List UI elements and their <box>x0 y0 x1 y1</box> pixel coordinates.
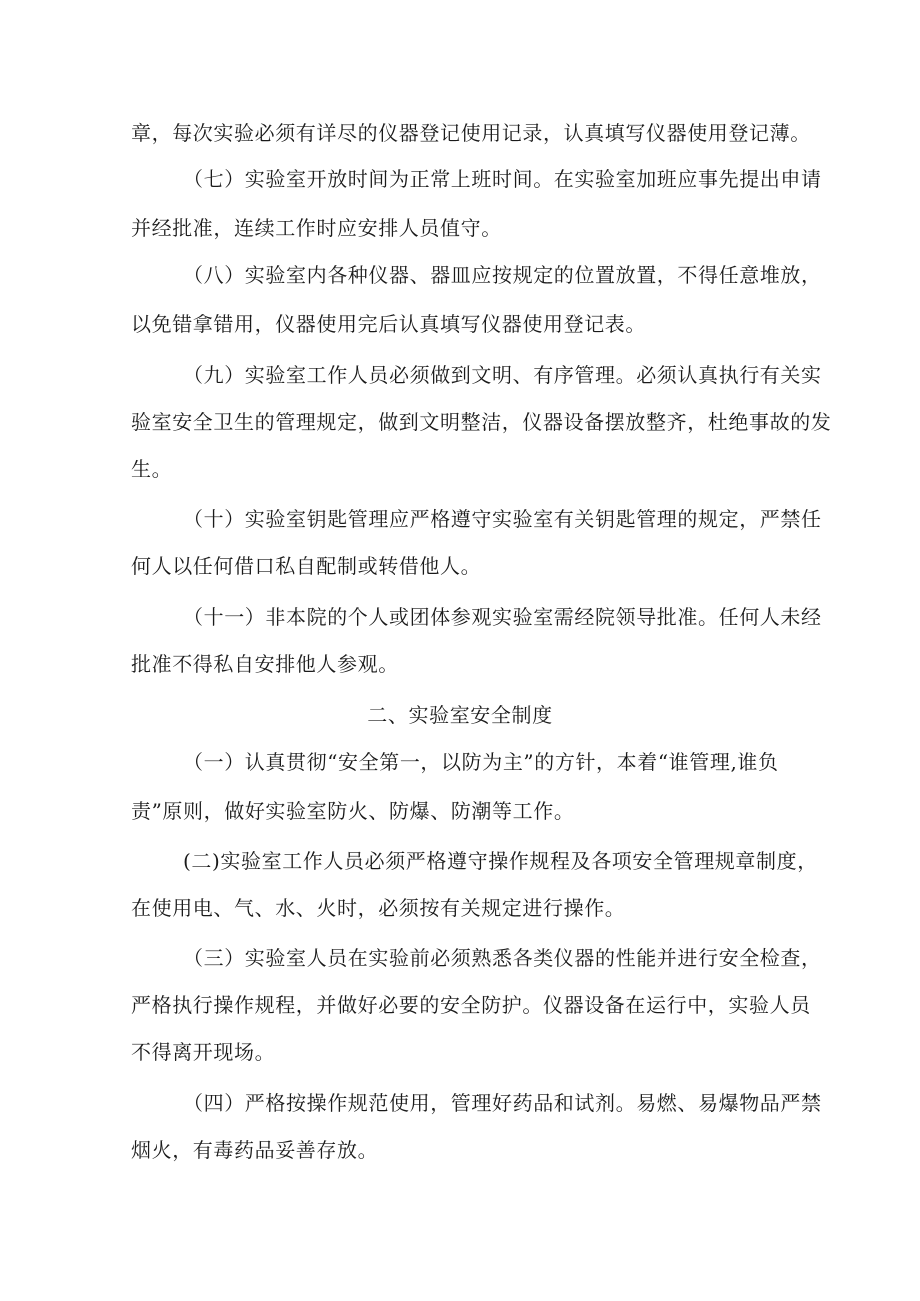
safety-paragraph-3-line-3: 不得离开现场。 <box>131 1040 276 1064</box>
paragraph-9-line-1: （九）实验室工作人员必须做到文明、有序管理。必须认真执行有关实 <box>183 363 822 387</box>
paragraph-7-line-1: （七）实验室开放时间为正常上班时间。在实验室加班应事先提出申请 <box>183 167 822 191</box>
safety-paragraph-1-line-1: （一）认真贯彻“安全第一，以防为主”的方针，本着“谁管理,谁负 <box>183 750 779 774</box>
text-line: 章，每次实验必须有详尽的仪器登记使用记录，认真填写仪器使用登记薄。 <box>131 121 811 145</box>
safety-paragraph-2-line-1: (二)实验室工作人员必须严格遵守操作规程及各项安全管理规章制度， <box>183 849 818 873</box>
safety-paragraph-1-line-2: 责”原则，做好实验室防火、防爆、防潮等工作。 <box>131 799 575 823</box>
paragraph-8-line-2: 以免错拿错用，仪器使用完后认真填写仪器使用登记表。 <box>131 312 646 336</box>
paragraph-9-line-3: 生。 <box>131 457 173 481</box>
safety-paragraph-3-line-2: 严格执行操作规程，并做好必要的安全防护。仪器设备在运行中，实验人员 <box>131 993 811 1017</box>
safety-paragraph-4-line-1: （四）严格按操作规范使用，管理好药品和试剂。易燃、易爆物品严禁 <box>183 1091 822 1115</box>
paragraph-7-line-2: 并经批准，连续工作时应安排人员值守。 <box>131 216 502 240</box>
section-heading: 二、实验室安全制度 <box>367 703 553 727</box>
safety-paragraph-4-line-2: 烟火，有毒药品妥善存放。 <box>131 1138 379 1162</box>
paragraph-9-line-2: 验室安全卫生的管理规定，做到文明整洁，仪器设备摆放整齐，杜绝事故的发 <box>131 410 832 434</box>
paragraph-10-line-2: 何人以任何借口私自配制或转借他人。 <box>131 554 482 578</box>
paragraph-11-line-2: 批准不得私自安排他人参观。 <box>131 652 399 676</box>
paragraph-10-line-1: （十）实验室钥匙管理应严格遵守实验室有关钥匙管理的规定，严禁任 <box>183 507 822 531</box>
safety-paragraph-3-line-1: （三）实验室人员在实验前必须熟悉各类仪器的性能并进行安全检查， <box>183 946 822 970</box>
safety-paragraph-2-line-2: 在使用电、气、水、火时，必须按有关规定进行操作。 <box>131 896 626 920</box>
paragraph-11-line-1: （十一）非本院的个人或团体参观实验室需经院领导批准。任何人未经 <box>183 605 822 629</box>
paragraph-8-line-1: （八）实验室内各种仪器、器皿应按规定的位置放置，不得任意堆放， <box>183 263 822 287</box>
